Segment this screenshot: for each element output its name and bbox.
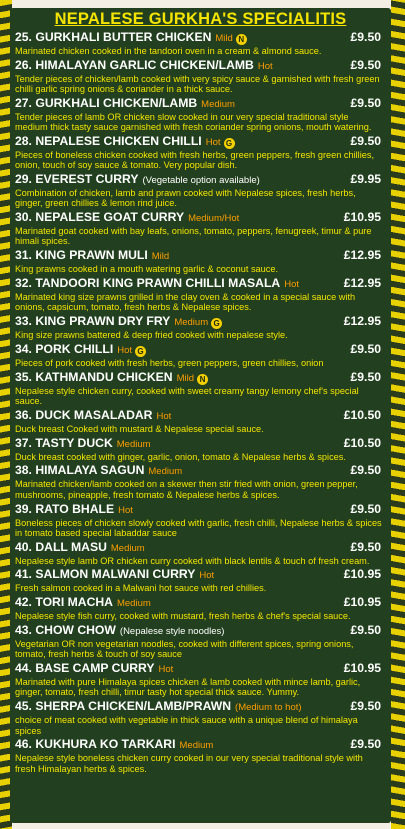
spice-level-tag: Hot [199,570,215,582]
menu-item-name [15,661,173,677]
menu-item-name [15,699,302,715]
menu-item-number: 38. [15,463,32,478]
menu-item-price: £9.50 [350,57,381,72]
menu-item-header [15,436,385,452]
menu-item-description: Boneless pieces of chicken slowly cooked with garlic, fresh chilli, Nepalese herbs & spices in tomato based special labaddar sauce [15,517,382,538]
menu-item-header [15,699,385,715]
menu-item-name [15,567,214,583]
spice-level-tag: Medium [110,542,145,554]
menu-item-name [15,463,182,479]
menu-item [15,408,385,434]
menu-item-title: HIMALAYA SAGUN [35,463,145,478]
menu-item-header [15,276,385,292]
menu-item-description: Nepalese style fish curry, cooked with mustard, fresh herbs & chef's special sauce. [15,611,351,622]
menu-item-number: 29. [15,172,32,187]
menu-item-header [15,370,385,386]
menu-item-header [15,342,385,358]
menu-item-name [15,134,235,150]
menu-item-description: King size prawns battered & deep fried cooked with nepalese style. [15,330,288,341]
menu-item-list [10,29,391,774]
menu-item-price: £12.95 [343,314,381,329]
menu-item-header [15,540,385,556]
menu-item-header [15,30,385,46]
menu-item [15,134,385,171]
menu-item-name [15,276,299,292]
menu-item-name [15,540,145,556]
spice-level-tag: Hot [257,60,273,72]
menu-item-price: £9.50 [350,369,381,384]
gluten-icon: G [224,138,235,149]
menu-item-number: 26. [15,57,32,72]
menu-item-header [15,595,385,611]
spice-level-tag: Medium [174,317,209,329]
menu-item-number: 31. [15,248,32,263]
menu-item-header [15,661,385,677]
menu-item-description: Combination of chicken, lamb and prawn cooked with Nepalese spices, fresh herbs, ginger, green chillies & lemon rind juice. [15,188,356,209]
menu-item [15,463,385,500]
menu-item-description: Nepalese style chicken curry, cooked with sweet creamy tangy lemony chef's special sauce. [15,385,359,407]
menu-item-price: £9.50 [350,539,381,554]
menu-item-price: £9.50 [350,623,381,638]
menu-item-price: £9.50 [350,501,381,516]
menu-item [15,502,385,539]
menu-item-number: 36. [15,407,32,422]
menu-item-description: Marinated king size prawns grilled in the clay oven & cooked in a special sauce with onions, capsicum, tomato, fresh herbs & Nepalese spices. [15,292,356,313]
menu-item-title: GURKHALI CHICKEN/LAMB [35,95,198,110]
spice-level-tag: Medium [148,466,183,478]
menu-item-header [15,623,385,639]
menu-item-number: 30. [15,210,32,225]
spice-level-tag: Medium/Hot [188,213,240,225]
menu-item [15,737,385,774]
menu-item-price: £10.50 [343,435,381,450]
menu-item [15,661,385,698]
right-decorative-border [391,0,405,829]
menu-item-price: £9.95 [350,172,381,187]
nuts-icon: N [236,34,247,45]
menu-item-name [15,737,213,753]
spice-level-tag: Hot [117,344,133,356]
menu-item-number: 46. [15,737,32,752]
menu-item-header [15,210,385,226]
menu-item-description: choice of meat cooked with vegetable in thick sauce with a unique blend of himalaya spices [15,715,358,736]
menu-item [15,540,385,566]
spice-level-tag: Mild [215,33,233,44]
menu-item-description: Marinated with pure Himalaya spices chicken & lamb cooked with mince lamb, garlic, ginger, tomato, fresh chilli, timur tasty hot special thick sauce. Yummy. [15,677,361,698]
menu-item-price: £10.95 [343,595,381,610]
menu-item-price: £9.50 [350,133,381,148]
menu-item-title: HIMALAYAN GARLIC CHICKEN/LAMB [35,57,254,72]
menu-item-description: King prawns cooked in a mouth watering garlic & coconut sauce. [15,264,279,275]
spice-level-tag: Hot [158,664,174,676]
menu-item-price: £12.95 [343,248,381,263]
menu-item-price: £9.50 [350,699,381,714]
spice-level-tag: Hot [156,410,172,422]
spice-level-tag: Medium [116,598,151,610]
menu-item-header [15,463,385,479]
menu-item-title: TASTY DUCK [35,435,113,450]
menu-item-price: £9.50 [350,737,381,752]
menu-item-number: 27. [15,95,32,110]
menu-item-price: £10.95 [343,210,381,225]
menu-item-number: 41. [15,567,32,582]
menu-item-header [15,58,385,74]
menu-item-number: 34. [15,341,32,356]
menu-item-price: £9.50 [350,95,381,110]
menu-item-name [15,96,235,112]
menu-item-description: Pieces of pork cooked with fresh herbs, green peppers, green chillies, onion [15,357,324,368]
menu-item-price: £12.95 [343,276,381,291]
menu-item-header [15,134,385,150]
menu-item-header [15,248,385,264]
menu-item [15,30,385,56]
menu-item-description: Fresh salmon cooked in a Malwani hot sauce with red chillies. [15,583,267,594]
menu-item-description: Nepalese style lamb OR chicken curry cooked with black lentils & touch of fresh cream. [15,555,370,566]
menu-item-header [15,737,385,753]
spice-level-tag: Hot [284,279,300,291]
spice-level-tag: Hot [118,504,133,516]
menu-item-number: 25. [15,30,32,44]
menu-item-description: Vegetarian OR non vegetarian noodles, cooked with different spices, spring onions, tomato, fresh herbs & touch of soy sauce [15,639,354,660]
menu-item [15,172,385,209]
menu-item-name [15,623,224,639]
menu-item [15,210,385,247]
menu-item-title: NEPALESE GOAT CURRY [35,210,185,225]
menu-item-number: 33. [15,314,32,329]
menu-item-name [15,314,222,330]
menu-item [15,58,385,95]
menu-item-title: TORI MACHA [35,595,113,610]
menu-item-title: TANDOORI KING PRAWN CHILLI MASALA [35,276,281,291]
menu-item-header [15,96,385,112]
menu-item-description: Nepalese style boneless chicken curry cooked in our very special traditional style with fresh Himalayan herbs & spices. [15,753,363,774]
menu-item [15,595,385,621]
menu-item [15,276,385,313]
menu-item-title: DALL MASU [35,539,107,554]
menu-item-number: 32. [15,276,32,291]
menu-item-number: 40. [15,539,32,554]
menu-item [15,342,385,368]
menu-item [15,567,385,593]
menu-item-title: DUCK MASALADAR [35,407,153,422]
menu-item-price: £10.50 [343,407,381,422]
menu-item-name [15,436,151,452]
menu-item [15,436,385,462]
spice-level-tag: Mild [151,251,170,263]
menu-item-name [15,248,169,264]
menu-item-title: KATHMANDU CHICKEN [35,369,173,384]
menu-item [15,96,385,133]
menu-item-title: KING PRAWN DRY FRY [35,314,171,329]
menu-item-title: SALMON MALWANI CURRY [35,567,196,582]
menu-item-name [15,210,239,226]
menu-item-title: GURKHALI BUTTER CHICKEN [35,30,212,44]
menu-item-name [15,30,247,46]
menu-item-title: RATO BHALE [35,501,115,516]
spice-level-tag: (Medium to hot) [235,702,302,714]
menu-item-price: £10.95 [343,661,381,676]
menu-item-description: Marinated goat cooked with bay leafs, onions, tomato, peppers, fenugreek, timur & pure himali spices. [15,226,372,247]
menu-item [15,623,385,660]
menu-item-title: KING PRAWN MULI [35,248,148,263]
menu-item-header [15,408,385,424]
menu-item-name [15,58,273,74]
menu-item-description: Pieces of boneless chicken cooked with fresh herbs, green peppers, fresh green chillies, onion, touch of soy sauce & tomato. Very popular dish. [15,149,375,171]
menu-item-title: BASE CAMP CURRY [35,661,155,676]
menu-item-header [15,502,385,518]
menu-item [15,370,385,407]
menu-item-number: 39. [15,501,32,516]
menu-item-name [15,595,151,611]
nuts-icon: N [197,374,208,385]
menu-item-number: 37. [15,435,32,450]
menu-item-description: Duck breast cooked with ginger, garlic, onion, tomato & Nepalese herbs & spices. [15,451,346,462]
menu-item-description: Tender pieces of chicken/lamb cooked with very spicy sauce & garnished with fresh green chilli garlic spring onions & coriander in a thick sauce. [15,73,380,95]
spice-level-tag: Medium [116,438,151,450]
gluten-icon: G [135,346,146,357]
menu-item-description: Tender pieces of lamb OR chicken slow cooked in our very special traditional style medium thick tasty sauce garnished with fresh coriander spring onions, mouth watering. [15,111,372,133]
menu-item-name [15,502,133,518]
menu-item-description: Duck breast Cooked with mustard & Nepalese special sauce. [15,423,264,434]
spice-level-tag: Medium [201,98,235,110]
menu-item-number: 45. [15,699,32,714]
menu-item-name [15,342,146,358]
menu-item-number: 28. [15,133,32,148]
menu-item-title: PORK CHILLI [35,341,114,356]
menu-item-title: EVEREST CURRY [35,172,139,187]
menu-item-description: Marinated chicken cooked in the tandoori oven in a cream & almond sauce. [15,46,322,56]
spice-level-tag: Medium [179,740,214,752]
menu-item-name [15,408,171,424]
menu-item-number: 42. [15,595,32,610]
spice-level-tag: Mild [176,372,194,384]
menu-item-price: £9.50 [350,463,381,478]
menu-item-header [15,172,385,188]
menu-item-title: CHOW CHOW [35,623,116,638]
menu-item-number: 35. [15,369,32,384]
menu-item-price: £9.50 [350,341,381,356]
menu-panel [10,8,391,823]
gluten-icon: G [211,318,222,329]
menu-item-name [15,172,260,188]
menu-item-price: £9.50 [350,30,381,44]
menu-item-description: Marinated chicken/lamb cooked on a skewer then stir fried with onion, green pepper, mushrooms, pineapple, fresh tomato & Nepalese herbs & spices. [15,479,358,500]
menu-item-number: 44. [15,661,32,676]
menu-item-number: 43. [15,623,32,638]
menu-item [15,699,385,736]
menu-item-title: KUKHURA KO TARKARI [35,737,176,752]
menu-section-title: NEPALESE GURKHA'S SPECIALITIS [54,10,347,28]
menu-item-header [15,314,385,330]
menu-item-header [15,567,385,583]
menu-item [15,314,385,340]
menu-item-note: (Nepalese style noodles) [119,626,225,638]
spice-level-tag: Hot [205,136,221,148]
menu-item-note: (Vegetable option available) [142,175,260,187]
menu-item-title: NEPALESE CHICKEN CHILLI [35,133,202,148]
menu-item [15,248,385,274]
menu-item-price: £10.95 [343,567,381,582]
menu-item-name [15,370,208,386]
menu-item-title: SHERPA CHICKEN/LAMB/PRAWN [35,699,232,714]
